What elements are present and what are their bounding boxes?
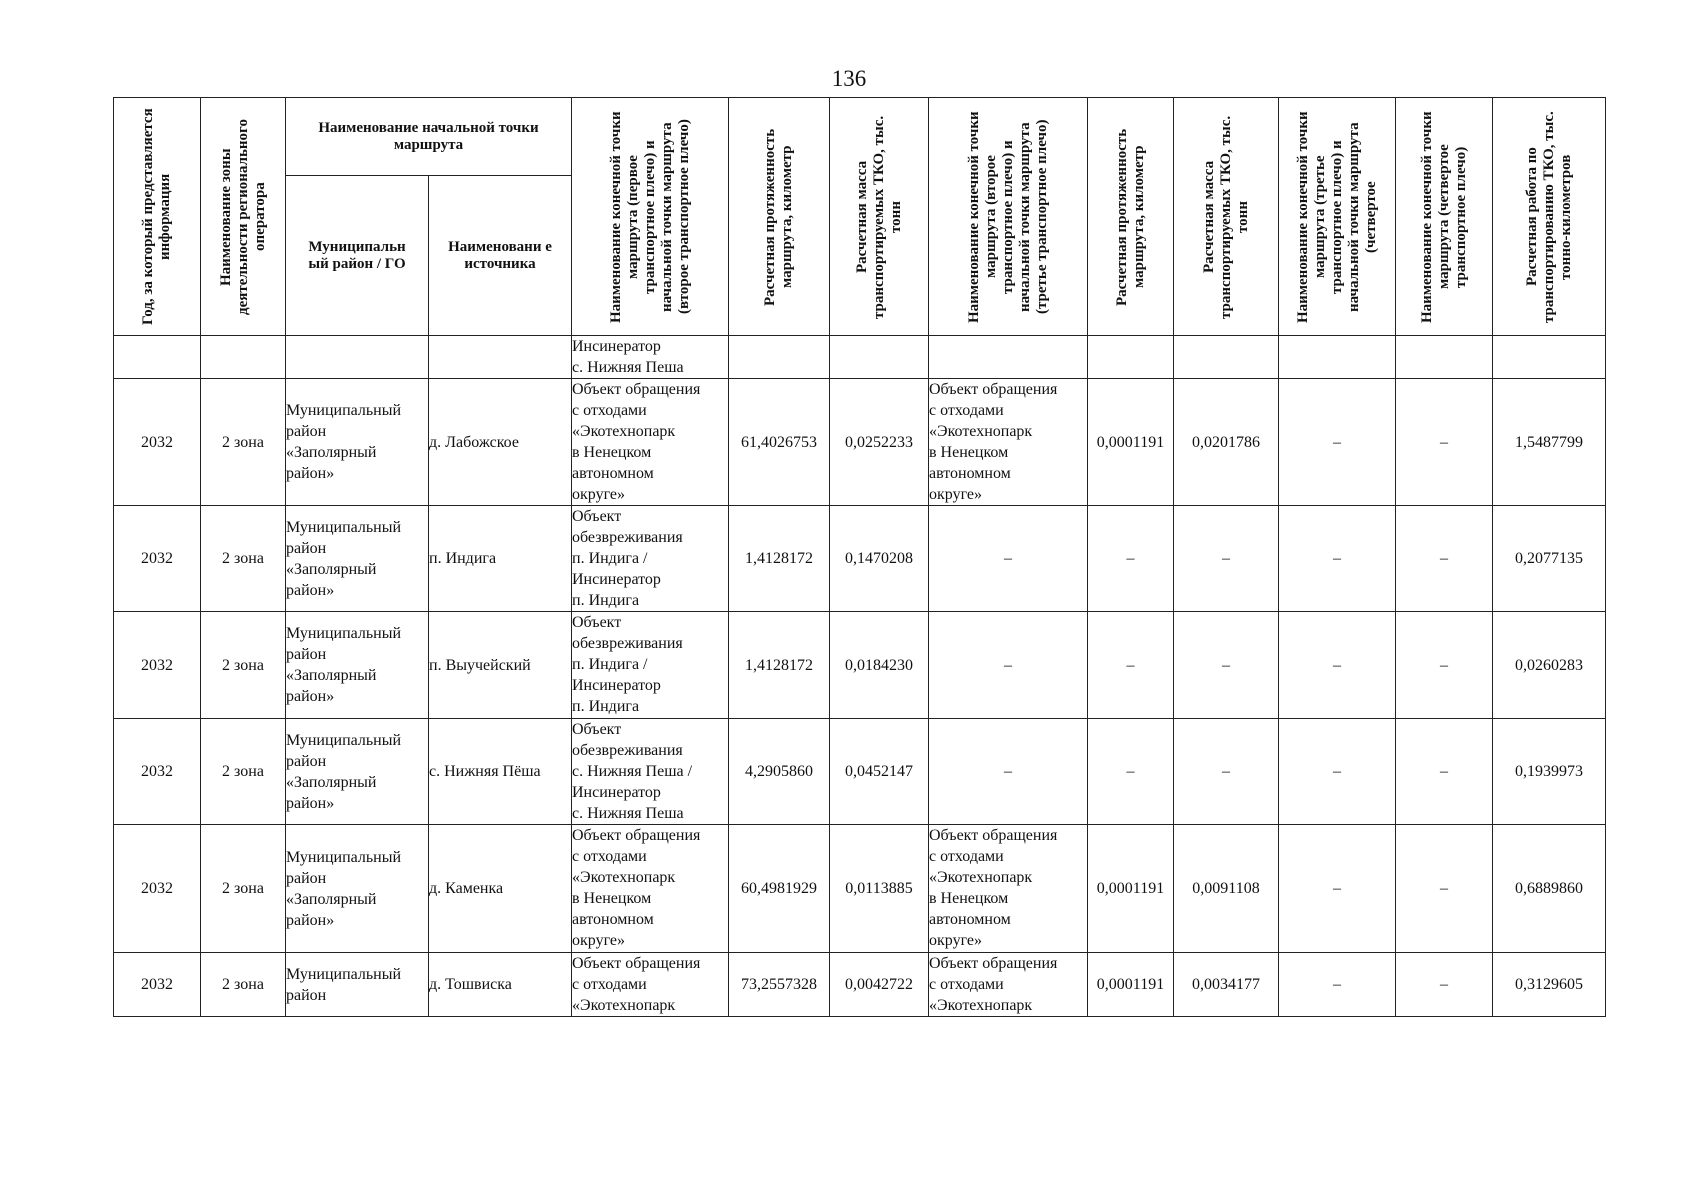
cell-end3: – (1279, 379, 1396, 506)
cell-end3: – (1279, 612, 1396, 719)
cell-municipal: Муниципальный район «Заполярный район» (286, 506, 429, 612)
routes-table (113, 97, 1606, 1017)
cell-end2: – (929, 506, 1088, 612)
cell-dist2: – (1088, 612, 1174, 719)
cell-work: 0,3129605 (1493, 953, 1606, 1017)
cell-end1: Объект обращения с отходами «Экотехнопарк (572, 953, 729, 1017)
cell-mass1: 0,0042722 (830, 953, 929, 1017)
cell-municipal: Муниципальный район (286, 953, 429, 1017)
cell-mass2: – (1174, 506, 1279, 612)
cell-year: 2032 (114, 719, 201, 825)
cell-mass1: 0,0452147 (830, 719, 929, 825)
cell-dist1: 73,2557328 (729, 953, 830, 1017)
cell-zone: 2 зона (201, 612, 286, 719)
header-municipal: Муниципальн ый район / ГО (286, 176, 429, 336)
cell-end4: – (1396, 612, 1493, 719)
table-row (114, 379, 1606, 506)
cell-mass2: 0,0201786 (1174, 379, 1279, 506)
cell-end2: Объект обращения с отходами «Экотехнопарк (929, 953, 1088, 1017)
cell-zone: 2 зона (201, 825, 286, 953)
header-row-top (114, 98, 1606, 176)
cell-end3: – (1279, 719, 1396, 825)
cell-mass1: 0,0184230 (830, 612, 929, 719)
cell-municipal: Муниципальный район «Заполярный район» (286, 719, 429, 825)
cell-zone: 2 зона (201, 379, 286, 506)
cell-end2: Объект обращения с отходами «Экотехнопарк в Ненецком автономном округе» (929, 825, 1088, 953)
cell-year: 2032 (114, 612, 201, 719)
cell-dist1: 4,2905860 (729, 719, 830, 825)
cell-municipal: Муниципальный район «Заполярный район» (286, 379, 429, 506)
cell-mass2: – (1174, 719, 1279, 825)
cell-source: д. Тошвиска (429, 953, 572, 1017)
cell-source: с. Нижняя Пёша (429, 719, 572, 825)
header-end4: Наименование конечной точки маршрута (четвертое транспортное плечо) (1396, 98, 1493, 336)
cell-dist1: 1,4128172 (729, 612, 830, 719)
cell-work: 0,6889860 (1493, 825, 1606, 953)
cell-end1: Объект обезвреживания п. Индига / Инсинератор п. Индига (572, 612, 729, 719)
cell-end1: Объект обезвреживания п. Индига / Инсинератор п. Индига (572, 506, 729, 612)
cell-end2: – (929, 719, 1088, 825)
cell-work: 1,5487799 (1493, 379, 1606, 506)
table-row (114, 612, 1606, 719)
cell-source: п. Выучейский (429, 612, 572, 719)
cell-dist2: – (1088, 719, 1174, 825)
page-number: 136 (831, 66, 867, 91)
header-dist1: Расчетная протяженность маршрута, километр (729, 98, 830, 336)
cell-municipal: Муниципальный район «Заполярный район» (286, 825, 429, 953)
cell-dist1: 1,4128172 (729, 506, 830, 612)
header-end3: Наименование конечной точки маршрута (третье транспортное плечо) и начальной точки маршрута (четвертое (1279, 98, 1396, 336)
cell-year: 2032 (114, 506, 201, 612)
cell-end4: – (1396, 379, 1493, 506)
cell-end4: – (1396, 953, 1493, 1017)
cell-dist2: 0,0001191 (1088, 379, 1174, 506)
header-mass2: Расчетная масса транспортируемых ТКО, тыс. тонн (1174, 98, 1279, 336)
cell-end2: Объект обращения с отходами «Экотехнопарк в Ненецком автономном округе» (929, 379, 1088, 506)
cell-end3: – (1279, 825, 1396, 953)
header-end1: Наименование конечной точки маршрута (первое транспортное плечо) и начальной точки маршрута (второе транспортное плечо) (572, 98, 729, 336)
cell-end1: Объект обращения с отходами «Экотехнопарк в Ненецком автономном округе» (572, 379, 729, 506)
cell-year: 2032 (114, 825, 201, 953)
cell-mass1: 0,1470208 (830, 506, 929, 612)
cell-dist2: 0,0001191 (1088, 953, 1174, 1017)
cell-zone: 2 зона (201, 506, 286, 612)
cell-source: д. Каменка (429, 825, 572, 953)
cell-end2: – (929, 612, 1088, 719)
header-year: Год, за который представляется информация (114, 98, 201, 336)
header-start-point: Наименование начальной точки маршрута (286, 98, 572, 176)
header-end2: Наименование конечной точки маршрута (второе транспортное плечо) и начальной точки маршрута (третье транспортное плечо) (929, 98, 1088, 336)
header-work: Расчетная работа по транспортированию ТКО, тыс. тонно-километров (1493, 98, 1606, 336)
cell-end4: – (1396, 825, 1493, 953)
cell-dist2: 0,0001191 (1088, 825, 1174, 953)
continuation-row (114, 336, 1606, 379)
cell-zone: 2 зона (201, 719, 286, 825)
table-row (114, 506, 1606, 612)
cell-end4: – (1396, 506, 1493, 612)
cell-mass1: 0,0113885 (830, 825, 929, 953)
cell-mass2: 0,0034177 (1174, 953, 1279, 1017)
header-mass1: Расчетная масса транспортируемых ТКО, тыс. тонн (830, 98, 929, 336)
header-source: Наименовани е источника (429, 176, 572, 336)
cell-work: 0,0260283 (1493, 612, 1606, 719)
cell-municipal: Муниципальный район «Заполярный район» (286, 612, 429, 719)
header-dist2: Расчетная протяженность маршрута, километр (1088, 98, 1174, 336)
cell-source: д. Лабожское (429, 379, 572, 506)
cell-mass1: 0,0252233 (830, 379, 929, 506)
table-row (114, 719, 1606, 825)
cell-zone: 2 зона (201, 953, 286, 1017)
cell-year: 2032 (114, 379, 201, 506)
cell-end1: Объект обезвреживания с. Нижняя Пеша / Инсинератор с. Нижняя Пеша (572, 719, 729, 825)
cell-mass2: – (1174, 612, 1279, 719)
continuation-end1: Инсинератор с. Нижняя Пеша (572, 336, 729, 379)
cell-dist1: 61,4026753 (729, 379, 830, 506)
table-row (114, 953, 1606, 1017)
cell-end4: – (1396, 719, 1493, 825)
cell-year: 2032 (114, 953, 201, 1017)
cell-dist1: 60,4981929 (729, 825, 830, 953)
cell-end3: – (1279, 953, 1396, 1017)
cell-end1: Объект обращения с отходами «Экотехнопарк в Ненецком автономном округе» (572, 825, 729, 953)
table-row (114, 825, 1606, 953)
header-zone: Наименование зоны деятельности регионального оператора (201, 98, 286, 336)
cell-work: 0,1939973 (1493, 719, 1606, 825)
cell-mass2: 0,0091108 (1174, 825, 1279, 953)
cell-dist2: – (1088, 506, 1174, 612)
cell-work: 0,2077135 (1493, 506, 1606, 612)
cell-source: п. Индига (429, 506, 572, 612)
cell-end3: – (1279, 506, 1396, 612)
